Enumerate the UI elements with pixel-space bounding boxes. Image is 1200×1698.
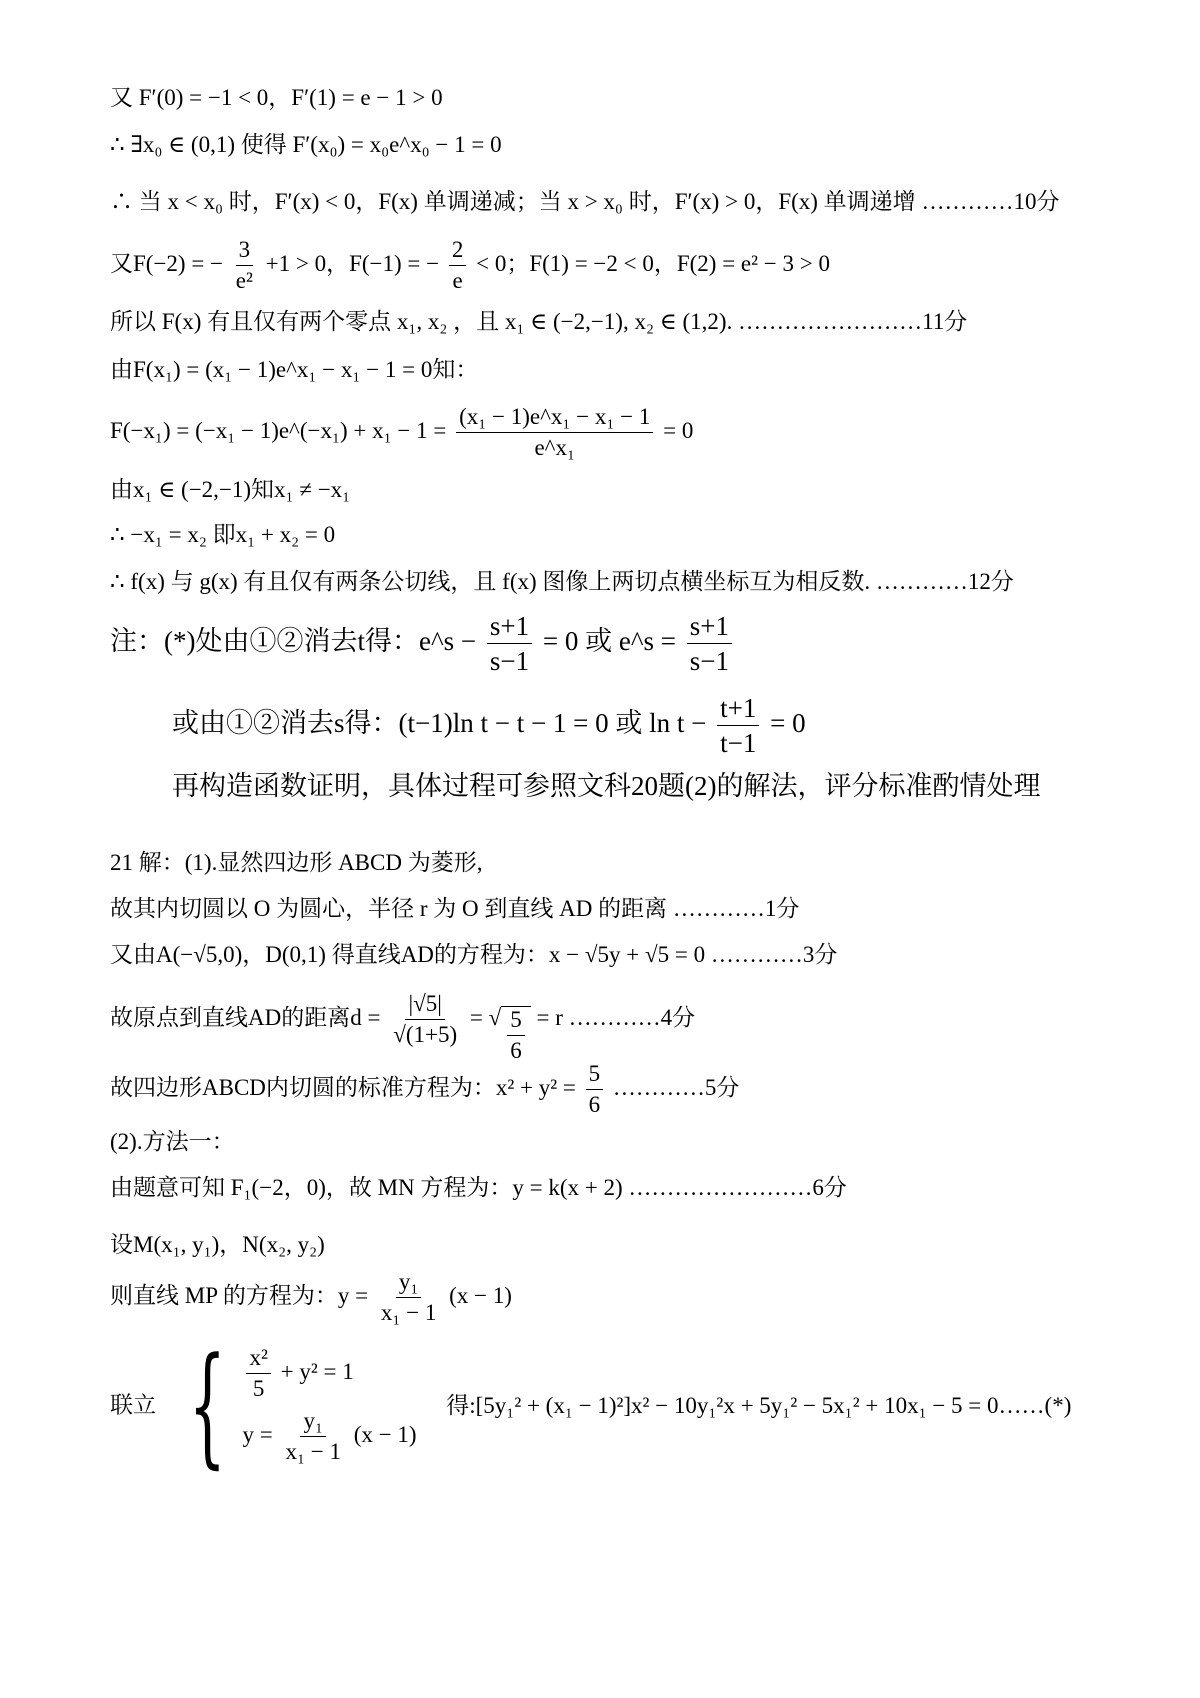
q21-line-9 [110,1270,512,1325]
q21-line-10 [110,1329,1072,1481]
fraction-denominator: e [452,268,463,294]
system-label: 联立 [110,1392,156,1418]
fraction [456,405,653,460]
fraction [246,1346,270,1401]
line-10 [110,570,1014,593]
fraction [507,1008,525,1063]
line-2: ∴ ∃x₀ ∈ (0,1) 使得 F′(x₀) = x₀e^x₀ − 1 = 0 [110,132,502,157]
fraction-denominator: e^x₁ [534,435,575,461]
system-row-2 [242,1409,416,1464]
fraction-numerator: x² [246,1346,270,1374]
fraction-denominator: 5 [252,1375,265,1401]
line-1: 又 F′(0) = −1 < 0，F′(1) = e − 1 > 0 [110,85,443,110]
brace-icon: { [188,1329,226,1481]
q21-3-text: 又由A(−√5,0)，D(0,1) 得直线AD的方程为：x − √5y + √5 = 0 [110,942,706,967]
fraction-denominator: 6 [510,1038,522,1064]
system-row-2-a: y = [242,1421,273,1447]
system-row-1-rest: + y² = 1 [280,1358,354,1384]
line-4-b: +1 > 0，F(−1) = − [265,250,440,276]
line-4 [110,238,830,293]
q21-4-a: 故原点到直线AD的距离d = [110,1004,381,1030]
fraction-denominator: √(1+5) [393,1022,458,1048]
fraction-denominator: 6 [588,1092,601,1118]
line-7 [110,405,693,460]
q21-line-6: (2).方法一： [110,1129,235,1154]
line-5-text: 所以 F(x) 有且仅有两个零点 x₁, x₂ ，且 x₁ ∈ (−2,−1), x₂ ∈ (1,2). [110,309,733,334]
line-4-c: < 0；F(1) = −2 < 0，F(2) = e² − 3 > 0 [476,250,830,276]
q21-line-8: 设M(x₁, y₁)，N(x₂, y₂) [110,1232,325,1257]
fraction [687,612,732,676]
fraction-denominator: s−1 [489,646,530,677]
fraction-denominator: x₁ − 1 [285,1439,341,1465]
q21-7-text: 由题意可知 F₁(−2，0)，故 MN 方程为：y = k(x + 2) [110,1175,623,1200]
note-line-1 [110,612,736,676]
fraction-numerator: s+1 [687,612,732,644]
fraction-numerator: t+1 [717,694,759,726]
score-12: …………12分 [875,569,1014,594]
line-10-text: ∴ f(x) 与 g(x) 有且仅有两条公切线，且 f(x) 图像上两切点横坐标互为相反数. [110,569,871,594]
fraction-numerator: y₁ [396,1270,422,1298]
line-4-a: 又F(−2) = − [110,250,224,276]
q21-line-4 [110,992,695,1063]
score-1: …………1分 [672,896,800,921]
sqrt-symbol: √ $\frac{5}{6}$ [489,1006,531,1063]
fraction-denominator: t−1 [720,728,757,759]
q21-5-a: 故四边形ABCD内切圆的标准方程为：x² + y² = [110,1074,576,1100]
q21-9-b: (x − 1) [449,1282,512,1308]
fraction-numerator: 2 [449,238,467,266]
fraction-numerator: s+1 [487,612,532,644]
q21-line-1: 21 解：(1).显然四边形 ABCD 为菱形, [110,850,483,875]
fraction-numerator: 3 [236,238,254,266]
score-10: …………10分 [921,189,1060,214]
note-2-b: = 0 [770,708,806,739]
system-rows [242,1346,416,1465]
fraction [282,1409,344,1464]
fraction [378,1270,440,1325]
system-row-1 [242,1346,416,1401]
fraction [390,992,460,1047]
note-1-b: = 0 或 e^s = [542,626,676,657]
fraction-numerator: |√5| [405,992,444,1020]
score-3: …………3分 [710,942,838,967]
line-3-text: ∴ 当 x < x₀ 时，F′(x) < 0，F(x) 单调递减；当 x > x₀ 时，F′(x) > 0，F(x) 单调递增 [110,189,916,214]
line-7-a: F(−x₁) = (−x₁ − 1)e^(−x₁) + x₁ − 1 = [110,417,447,443]
note-2-a: 或由①②消去s得：(t−1)ln t − t − 1 = 0 或 ln t − [172,708,707,739]
line-6: 由F(x₁) = (x₁ − 1)e^x₁ − x₁ − 1 = 0知： [110,357,479,382]
q21-line-7 [110,1176,847,1199]
line-7-b: = 0 [663,417,694,443]
fraction [449,238,467,293]
fraction-denominator: x₁ − 1 [380,1300,437,1326]
fraction-numerator: 5 [586,1062,604,1090]
fraction [487,612,532,676]
q21-line-3 [110,943,837,966]
line-9: ∴ −x₁ = x₂ 即x₁ + x₂ = 0 [110,522,336,547]
fraction [717,694,759,758]
equation-system [166,1329,417,1481]
fraction-denominator: e² [235,268,253,294]
line-5 [110,310,967,333]
q21-4-b: = [469,1004,483,1030]
score-4: …………4分 [568,1004,696,1030]
note-line-2 [172,694,806,758]
q21-line-5 [110,1062,739,1117]
score-11: ……………………11分 [738,309,968,334]
q21-4-c: = r [536,1004,563,1030]
q21-9-a: 则直线 MP 的方程为：y = [110,1282,369,1308]
score-6: ……………………6分 [628,1175,847,1200]
fraction [233,238,256,293]
line-3 [110,190,1059,213]
system-row-2-b: (x − 1) [353,1421,417,1447]
q21-2-text: 故其内切圆以 O 为圆心，半径 r 为 O 到直线 AD 的距离 [110,896,668,921]
score-5: …………5分 [612,1074,740,1100]
note-1-a: 注：(*)处由①②消去t得：e^s − [110,626,477,657]
line-8: 由x₁ ∈ (−2,−1)知x₁ ≠ −x₁ [110,477,351,502]
q21-line-2 [110,897,799,920]
fraction-denominator: s−1 [689,646,729,677]
system-result: 得:[5y₁² + (x₁ − 1)²]x² − 10y₁²x + 5y₁² − 5x₁² + 10x₁ − 5 = 0……(*) [446,1392,1072,1418]
fraction-numerator: (x₁ − 1)e^x₁ − x₁ − 1 [456,405,653,433]
fraction [586,1062,604,1117]
fraction-numerator: 5 [507,1008,525,1036]
note-line-3: 再构造函数证明，具体过程可参照文科20题(2)的解法，评分标准酌情处理 [172,771,1041,801]
fraction-numerator: y₁ [300,1409,326,1437]
